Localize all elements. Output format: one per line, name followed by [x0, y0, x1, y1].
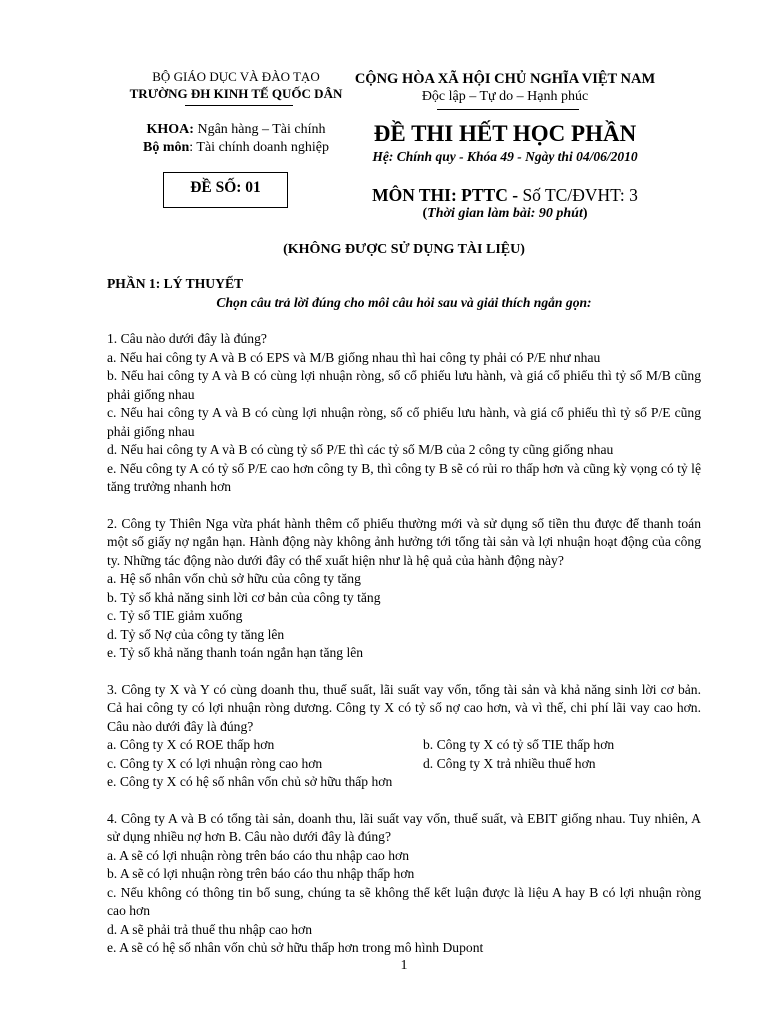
- department-value: : Tài chính doanh nghiệp: [189, 140, 329, 155]
- question-2: [107, 515, 701, 663]
- answer-row: [107, 755, 701, 774]
- country-motto: Độc lập – Tự do – Hạnh phúc: [421, 89, 589, 104]
- credits-value: Số TC/ĐVHT: 3: [522, 185, 638, 205]
- question-stem: 1. Câu nào dưới đây là đúng?: [107, 331, 267, 346]
- question-1: [107, 330, 701, 497]
- part1-title: PHẦN 1: LÝ THUYẾT: [107, 276, 244, 291]
- university-underline: [185, 105, 293, 106]
- answer-option: a. A sẽ có lợi nhuận ròng trên báo cáo thu nhập cao hơn: [107, 847, 410, 863]
- subject-line: [340, 184, 670, 206]
- answer-option: e. Tỷ số khả năng thanh toán ngắn hạn tăng lên: [107, 645, 364, 660]
- answer-option: b. A sẽ có lợi nhuận ròng trên báo cáo thu nhập thấp hơn: [107, 866, 415, 881]
- answer-option: c. Nếu không có thông tin bổ sung, chúng ta sẽ không thể kết luận được là liệu A hay B có lợi nhuận ròng cao hơn: [107, 884, 701, 918]
- answer-option: c. Công ty X có lợi nhuận ròng cao hơn: [107, 755, 323, 771]
- time-close: ): [582, 206, 588, 221]
- exam-meta: Hệ: Chính quy - Khóa 49 - Ngày thi 04/06/2010: [372, 149, 638, 164]
- answer-option: d. Tỷ số Nợ của công ty tăng lên: [107, 626, 285, 642]
- answer-option: c. Nếu hai công ty A và B có cùng lợi nhuận ròng, số cổ phiếu lưu hành, và giá cổ phiếu thì tỷ số P/E cũng phải giống nhau: [107, 405, 701, 439]
- no-materials-notice: (KHÔNG ĐƯỢC SỬ DỤNG TÀI LIỆU): [283, 242, 525, 257]
- department-line: [107, 139, 365, 158]
- answer-option: b. Nếu hai công ty A và B có cùng lợi nhuận ròng, số cổ phiếu lưu hành, và giá cổ phiếu thì tỷ số M/B cũng phải giống nhau: [107, 368, 701, 402]
- exam-title: ĐỀ THI HẾT HỌC PHẦN: [373, 121, 637, 146]
- answer-option: a. Công ty X có ROE thấp hơn: [107, 737, 275, 752]
- answer-option: a. Nếu hai công ty A và B có EPS và M/B giống nhau thì hai công ty phải có P/E như nhau: [107, 349, 601, 365]
- question-stem: 3. Công ty X và Y có cùng doanh thu, thuế suất, lãi suất vay vốn, tổng tài sản và khả năng sinh lời cơ bản. Cả hai công ty có lợi nhuận ròng dương. Công ty X có tỷ số nợ cao hơn, và vì thế, chi phí lãi vay cao hơn. Câu nào dưới đây là đúng?: [107, 681, 701, 734]
- faculty-label: KHOA:: [146, 122, 194, 137]
- subject-label: MÔN THI: PTTC -: [372, 185, 523, 205]
- answer-option: e. Nếu công ty A có tỷ số P/E cao hơn công ty B, thì công ty B sẽ có rủi ro thấp hơn và cũng kỳ vọng có tỷ lệ tăng trưởng nhanh hơn: [107, 460, 701, 494]
- part1-instruction: Chọn câu trả lời đúng cho môi câu hỏi sau và giải thích ngắn gọn:: [216, 294, 592, 310]
- answer-option: e. A sẽ có hệ số nhân vốn chủ sở hữu thấp hơn trong mô hình Dupont: [107, 940, 484, 955]
- answer-option: d. Công ty X trả nhiều thuế hơn: [423, 755, 596, 771]
- question-3: [107, 681, 701, 792]
- department-label: Bộ môn: [142, 140, 190, 155]
- answer-option: d. A sẽ phải trả thuế thu nhập cao hơn: [107, 921, 313, 937]
- motto-underline: [437, 109, 579, 110]
- question-stem: 4. Công ty A và B có tổng tài sản, doanh thu, lãi suất vay vốn, thuế suất, và EBIT giống nhau. Tuy nhiên, A sử dụng nhiều nợ hơn B. Câu nào dưới đây là đúng?: [107, 810, 701, 844]
- answer-option: b. Công ty X có tỷ số TIE thấp hơn: [423, 737, 615, 752]
- answer-option: b. Tỷ số khả năng sinh lời cơ bản của công ty tăng: [107, 589, 381, 605]
- answer-option: c. Tỷ số TIE giảm xuống: [107, 608, 243, 623]
- time-line: [340, 205, 670, 224]
- answer-option: d. Nếu hai công ty A và B có cùng tỷ số P/E thì các tỷ số M/B của 2 công ty cũng giống nhau: [107, 442, 614, 457]
- exam-body: [107, 275, 701, 958]
- answer-option: e. Công ty X có hệ số nhân vốn chủ sở hữu thấp hơn: [107, 774, 393, 789]
- country-name: CỘNG HÒA XÃ HỘI CHỦ NGHĨA VIỆT NAM: [354, 71, 656, 87]
- time-text: Thời gian làm bài: 90 phút: [427, 206, 583, 221]
- answer-option: a. Hệ số nhân vốn chủ sở hữu của công ty tăng: [107, 571, 361, 586]
- university-name: TRƯỜNG ĐH KINH TẾ QUỐC DÂN: [129, 86, 343, 101]
- ministry-name: BỘ GIÁO DỤC VÀ ĐÀO TẠO: [152, 69, 320, 84]
- exam-number-box: ĐỀ SỐ: 01: [163, 172, 288, 208]
- page-number: 1: [400, 958, 408, 973]
- time-open: (: [422, 206, 428, 221]
- faculty-value: Ngân hàng – Tài chính: [193, 122, 326, 137]
- faculty-line: [107, 121, 365, 140]
- question-4: [107, 810, 701, 958]
- answer-row: [107, 736, 701, 755]
- question-stem: 2. Công ty Thiên Nga vừa phát hành thêm cổ phiếu thường mới và sử dụng số tiền thu được để thanh toán một số giấy nợ ngắn hạn. Hành động này không ảnh hưởng tới tổng tài sản và lợi nhuận hoạt động của công ty. Những tác động nào dưới đây có thể xuất hiện như là hệ quả của hành động này?: [107, 515, 701, 568]
